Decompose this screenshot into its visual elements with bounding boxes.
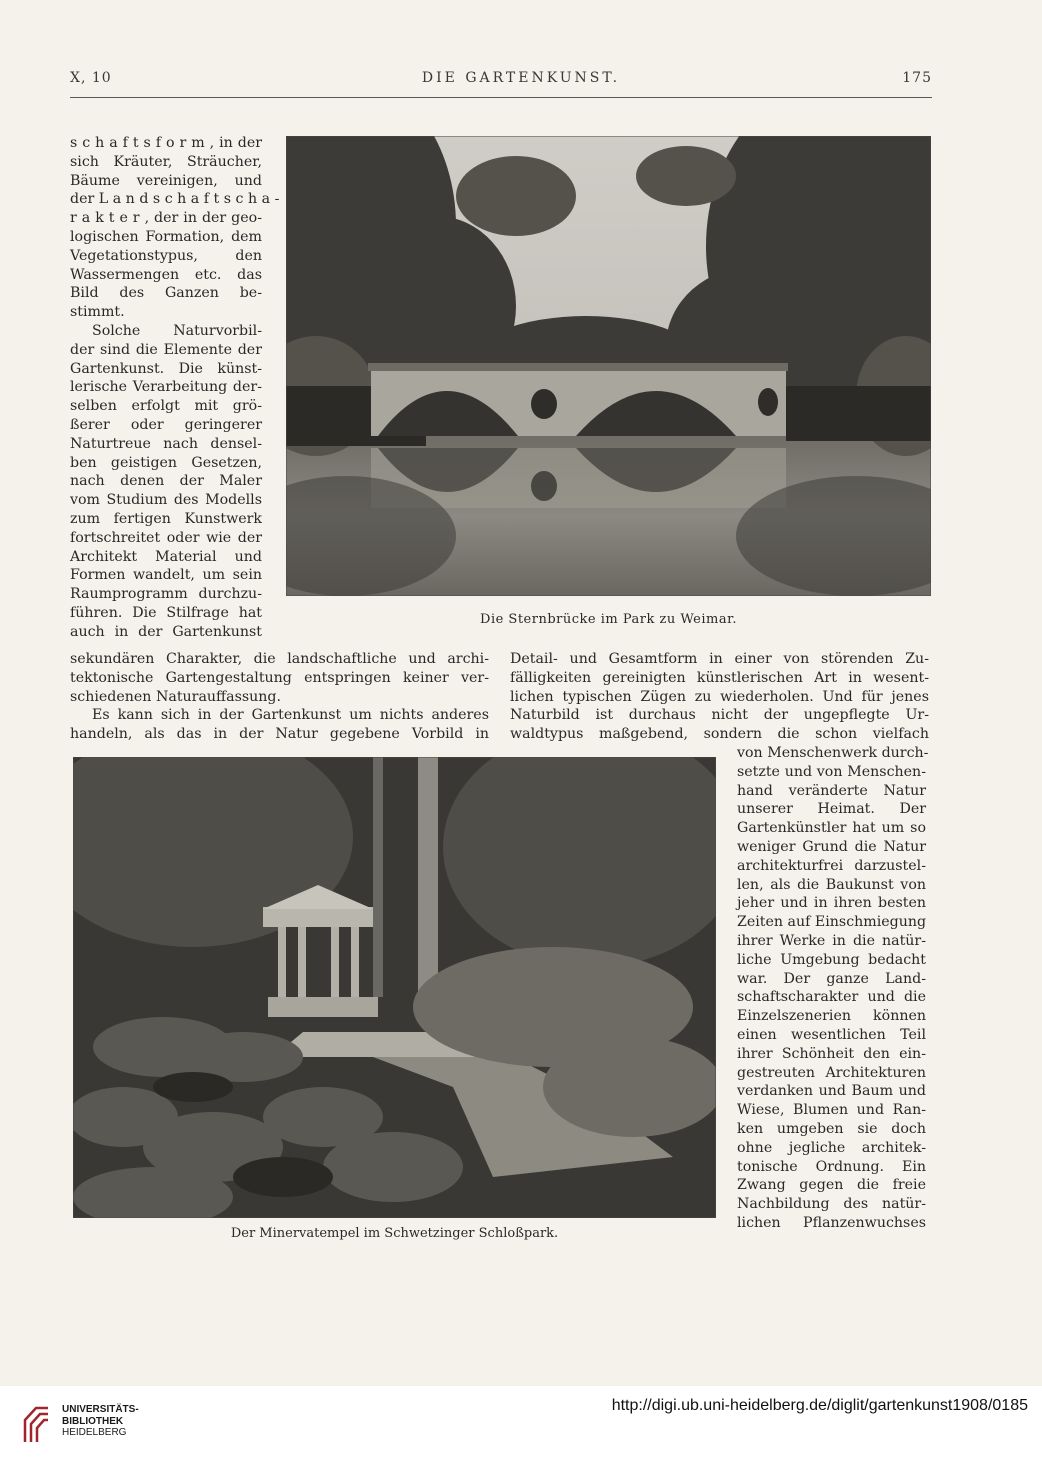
library-name bbox=[62, 1404, 139, 1439]
bottom-left-text bbox=[70, 650, 489, 744]
text-line: Zwang gegen die freie bbox=[737, 1177, 926, 1194]
text-line: ßerer oder geringerer bbox=[70, 416, 262, 433]
text-line: tektonische Gartengestaltung entspringen keiner ver- bbox=[70, 669, 489, 686]
text-line: ben geistigen Gesetzen, bbox=[70, 454, 262, 471]
text-line: Wassermengen etc. das bbox=[70, 266, 262, 283]
text-line: len, als die Baukunst von bbox=[737, 876, 926, 893]
text-line: Nachbildung des natür- bbox=[737, 1196, 926, 1213]
text-line: der L a n d s c h a f t s c h a - bbox=[70, 191, 280, 208]
text-line: architekturfrei darzustel- bbox=[737, 857, 926, 874]
text-line: weniger Grund die Natur bbox=[737, 838, 926, 855]
text-line: schaftscharakter und die bbox=[737, 989, 926, 1006]
text-line: Naturbild ist durchaus nicht der ungepflegte Ur- bbox=[510, 707, 929, 724]
text-line: Zeiten auf Einschmiegung bbox=[737, 914, 927, 931]
library-name-line: BIBLIOTHEK bbox=[62, 1415, 124, 1427]
text-line: Architekt Material und bbox=[70, 548, 262, 565]
text-line: Naturtreue nach densel- bbox=[70, 435, 262, 452]
text-line: tonische Ordnung. Ein bbox=[737, 1158, 926, 1175]
text-line: verdanken und Baum und bbox=[737, 1083, 926, 1100]
text-line: stimmt. bbox=[70, 304, 125, 321]
source-url[interactable]: http://digi.ub.uni-heidelberg.de/diglit/gartenkunst1908/0185 bbox=[611, 1397, 1028, 1414]
text-line: schiedenen Naturauffassung. bbox=[70, 688, 282, 705]
text-line: ihrer Schönheit den ein- bbox=[737, 1045, 926, 1062]
text-line: auch in der Gartenkunst bbox=[70, 623, 262, 640]
text-line: liche Umgebung bedacht bbox=[737, 951, 926, 968]
text-line: Bild des Ganzen be- bbox=[70, 285, 262, 302]
temple-photograph bbox=[73, 757, 716, 1218]
bottom-right-text bbox=[510, 650, 929, 744]
library-name-line: UNIVERSITÄTS- bbox=[62, 1404, 139, 1415]
text-line: Detail- und Gesamtform in einer von störenden Zu- bbox=[510, 651, 929, 667]
text-line: gestreuten Architekturen bbox=[737, 1064, 926, 1081]
library-logo-icon bbox=[22, 1402, 52, 1444]
library-name-line: HEIDELBERG bbox=[62, 1427, 127, 1438]
text-line: ihrer Werke in die natür- bbox=[737, 932, 926, 949]
right-column-text bbox=[737, 744, 929, 1233]
text-line: handeln, als das in der Natur gegebene Vorbild in bbox=[70, 726, 489, 743]
text-line: selben erfolgt mit grö- bbox=[70, 398, 262, 415]
text-line: Es kann sich in der Gartenkunst um nichts anderes bbox=[92, 707, 489, 724]
text-line: Gartenkünstler hat um so bbox=[737, 820, 926, 837]
text-line: r a k t e r , der in der geo- bbox=[70, 210, 262, 227]
text-line: hand veränderte Natur bbox=[737, 782, 926, 799]
header-page-number: 175 bbox=[902, 70, 932, 86]
text-line: Einzelszenerien können bbox=[737, 1008, 926, 1025]
text-line: von Menschenwerk durch- bbox=[737, 745, 929, 761]
text-line: ohne jegliche architek- bbox=[737, 1139, 926, 1156]
text-line: Wiese, Blumen und Ran- bbox=[737, 1102, 926, 1119]
text-line: führen. Die Stilfrage hat bbox=[70, 604, 262, 621]
text-line: lichen typischen Zügen zu wiederholen. Und für jenes bbox=[510, 688, 929, 705]
text-line: s c h a f t s f o r m , in der bbox=[70, 135, 262, 151]
text-line: Solche Naturvorbil- bbox=[92, 322, 262, 339]
text-line: war. Der ganze Land- bbox=[737, 970, 926, 987]
text-line: zum fertigen Kunstwerk bbox=[70, 510, 262, 527]
text-line: sekundären Charakter, die landschaftliche und archi- bbox=[70, 651, 489, 667]
text-line: der sind die Elemente der bbox=[70, 341, 262, 358]
text-line: lerische Verarbeitung der- bbox=[70, 379, 262, 396]
text-line: vom Studium des Modells bbox=[70, 492, 262, 509]
text-line: fortschreitet oder wie der bbox=[70, 529, 262, 546]
text-line: ken umgeben sie doch bbox=[737, 1120, 926, 1137]
text-line: Vegetationstypus, den bbox=[70, 247, 262, 264]
text-line: Gartenkunst. Die künst- bbox=[70, 360, 262, 377]
text-line: Bäume vereinigen, und bbox=[70, 172, 262, 189]
text-line: jeher und in ihren besten bbox=[737, 895, 926, 912]
text-line: Formen wandelt, um sein bbox=[70, 567, 262, 584]
text-line: waldtypus maßgebend, sondern die schon vielfach bbox=[510, 726, 929, 743]
text-line: logischen Formation, dem bbox=[70, 228, 262, 245]
text-line: lichen Pflanzenwuchses bbox=[737, 1214, 926, 1231]
text-line: nach denen der Maler bbox=[70, 473, 262, 490]
bridge-caption: Die Sternbrücke im Park zu Weimar. bbox=[480, 612, 737, 627]
text-line: unserer Heimat. Der bbox=[737, 801, 926, 818]
text-line: fälligkeiten gereinigten künstlerischen Art in wesent- bbox=[510, 669, 929, 686]
header-journal-title: DIE GARTENKUNST. bbox=[421, 70, 621, 86]
text-line: einen wesentlichen Teil bbox=[737, 1026, 926, 1043]
text-line: Raumprogramm durchzu- bbox=[70, 586, 262, 603]
header-volume: X, 10 bbox=[70, 70, 112, 86]
header-rule bbox=[70, 97, 932, 98]
text-line: setzte und von Menschen- bbox=[737, 763, 926, 780]
temple-caption: Der Minervatempel im Schwetzinger Schloßpark. bbox=[230, 1226, 559, 1241]
bridge-photograph bbox=[286, 136, 931, 596]
text-line: sich Kräuter, Sträucher, bbox=[70, 153, 262, 170]
left-column-text bbox=[70, 134, 280, 642]
